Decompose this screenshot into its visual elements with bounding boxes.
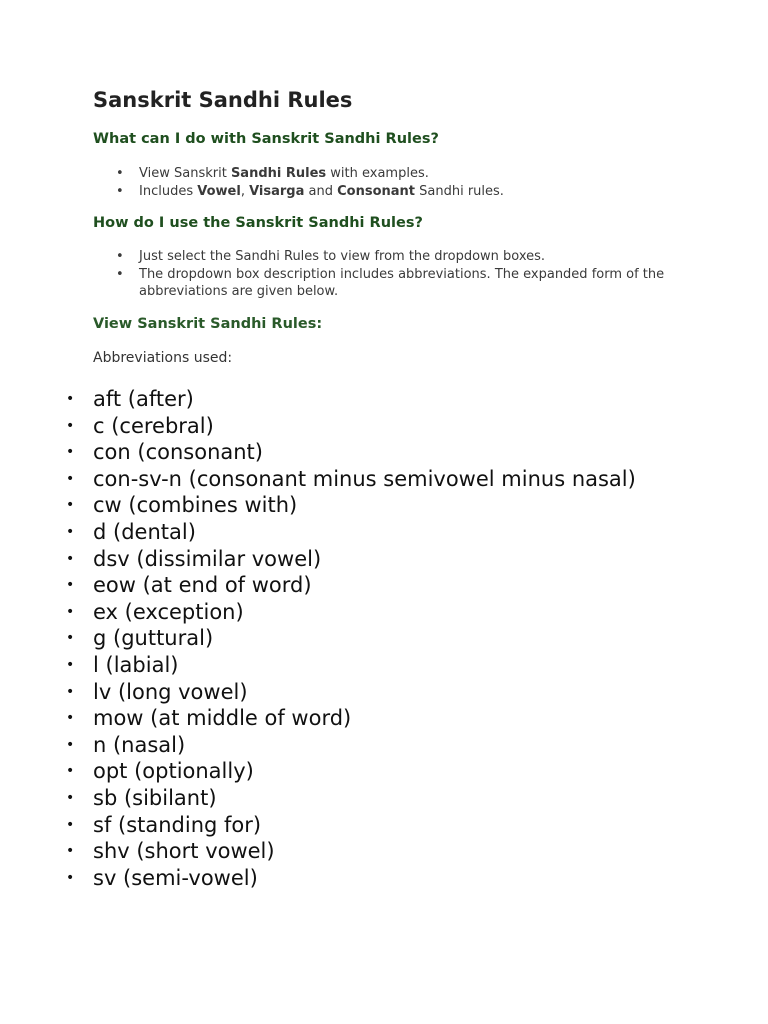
list-item bbox=[93, 165, 693, 183]
bullet: • bbox=[116, 266, 124, 282]
abbreviation-item bbox=[66, 865, 686, 892]
abbreviation-item bbox=[66, 546, 686, 573]
abbreviation-item bbox=[66, 758, 686, 785]
bullet: • bbox=[66, 470, 75, 487]
abbreviation-item bbox=[66, 413, 686, 440]
what-features-list bbox=[93, 165, 693, 200]
how-section-heading: How do I use the Sanskrit Sandhi Rules? bbox=[93, 215, 423, 231]
bullet: • bbox=[66, 683, 75, 700]
item-bold-text: Sandhi Rules bbox=[230, 166, 327, 181]
abbreviation-item bbox=[66, 572, 686, 599]
abbreviation-text: con-sv-n (consonant minus semivowel minus nasal) bbox=[93, 466, 636, 491]
bullet: • bbox=[66, 630, 75, 647]
item-text: Includes bbox=[139, 183, 198, 199]
bullet: • bbox=[116, 249, 124, 264]
item-text: Sandhi rules. bbox=[415, 183, 504, 199]
abbreviation-text: lv (long vowel) bbox=[93, 679, 248, 704]
item-bold-text: Consonant bbox=[337, 183, 416, 199]
abbreviation-item bbox=[66, 652, 686, 679]
bullet: • bbox=[66, 736, 75, 753]
item-bold-text: Visarga bbox=[249, 183, 305, 199]
bullet: • bbox=[66, 603, 75, 620]
bullet: • bbox=[66, 523, 75, 540]
abbreviation-text: con (consonant) bbox=[93, 440, 263, 465]
bullet: • bbox=[66, 789, 75, 806]
abbreviation-item bbox=[66, 625, 686, 652]
abbreviation-item bbox=[66, 492, 686, 519]
item-text: and bbox=[304, 183, 338, 199]
bullet: • bbox=[66, 843, 75, 860]
abbreviation-text: shv (short vowel) bbox=[93, 839, 275, 864]
view-section-heading: View Sanskrit Sandhi Rules: bbox=[93, 316, 323, 332]
abbreviation-text: dsv (dissimilar vowel) bbox=[93, 546, 322, 571]
bullet: • bbox=[116, 166, 124, 181]
abbreviation-item bbox=[66, 705, 686, 732]
abbreviation-text: opt (optionally) bbox=[93, 759, 254, 784]
bullet: • bbox=[116, 183, 124, 199]
item-text: , bbox=[240, 183, 250, 199]
abbreviation-text: aft (after) bbox=[93, 387, 194, 411]
bullet: • bbox=[66, 391, 75, 407]
how-steps-list bbox=[93, 248, 693, 301]
bullet: • bbox=[66, 444, 75, 461]
abbreviation-text: c (cerebral) bbox=[93, 413, 214, 438]
abbreviations-list bbox=[66, 386, 686, 891]
bullet: • bbox=[66, 417, 75, 434]
bullet: • bbox=[66, 816, 75, 833]
list-item bbox=[93, 183, 693, 201]
abbreviation-item bbox=[66, 439, 686, 466]
abbreviation-text: d (dental) bbox=[93, 519, 196, 544]
abbreviation-text: l (labial) bbox=[93, 652, 179, 677]
abbreviation-text: sb (sibilant) bbox=[93, 785, 217, 810]
bullet: • bbox=[66, 869, 75, 886]
bullet: • bbox=[66, 763, 75, 780]
abbreviation-text: n (nasal) bbox=[93, 732, 186, 757]
abbreviations-label: Abbreviations used: bbox=[93, 350, 233, 366]
abbreviation-text: eow (at end of word) bbox=[93, 573, 312, 598]
bullet: • bbox=[66, 497, 75, 514]
bullet: • bbox=[66, 710, 75, 727]
abbreviation-item bbox=[66, 812, 686, 839]
abbreviation-text: sv (semi-vowel) bbox=[93, 865, 258, 890]
bullet: • bbox=[66, 577, 75, 594]
item-text: The dropdown box description includes abbreviations. The expanded form of the abbreviations are given below. bbox=[139, 266, 665, 299]
item-text: with examples. bbox=[326, 166, 429, 181]
item-text: View Sanskrit bbox=[139, 166, 231, 181]
item-text: Just select the Sandhi Rules to view from the dropdown boxes. bbox=[139, 249, 546, 264]
abbreviation-text: cw (combines with) bbox=[93, 493, 298, 518]
abbreviation-text: mow (at middle of word) bbox=[93, 706, 352, 731]
abbreviation-item bbox=[66, 732, 686, 759]
item-bold-text: Vowel bbox=[197, 183, 241, 199]
list-item bbox=[93, 266, 693, 301]
list-item bbox=[93, 248, 693, 266]
bullet: • bbox=[66, 656, 75, 673]
bullet: • bbox=[66, 550, 75, 567]
what-section-heading: What can I do with Sanskrit Sandhi Rules? bbox=[93, 131, 439, 147]
abbreviation-text: sf (standing for) bbox=[93, 812, 262, 837]
abbreviation-item bbox=[66, 838, 686, 865]
abbreviation-item bbox=[66, 386, 686, 413]
abbreviation-item bbox=[66, 466, 686, 493]
abbreviation-item bbox=[66, 519, 686, 546]
page-title: Sanskrit Sandhi Rules bbox=[93, 88, 353, 112]
abbreviation-item bbox=[66, 679, 686, 706]
abbreviation-item bbox=[66, 785, 686, 812]
abbreviation-item bbox=[66, 599, 686, 626]
abbreviation-text: ex (exception) bbox=[93, 599, 244, 624]
abbreviation-text: g (guttural) bbox=[93, 626, 214, 651]
